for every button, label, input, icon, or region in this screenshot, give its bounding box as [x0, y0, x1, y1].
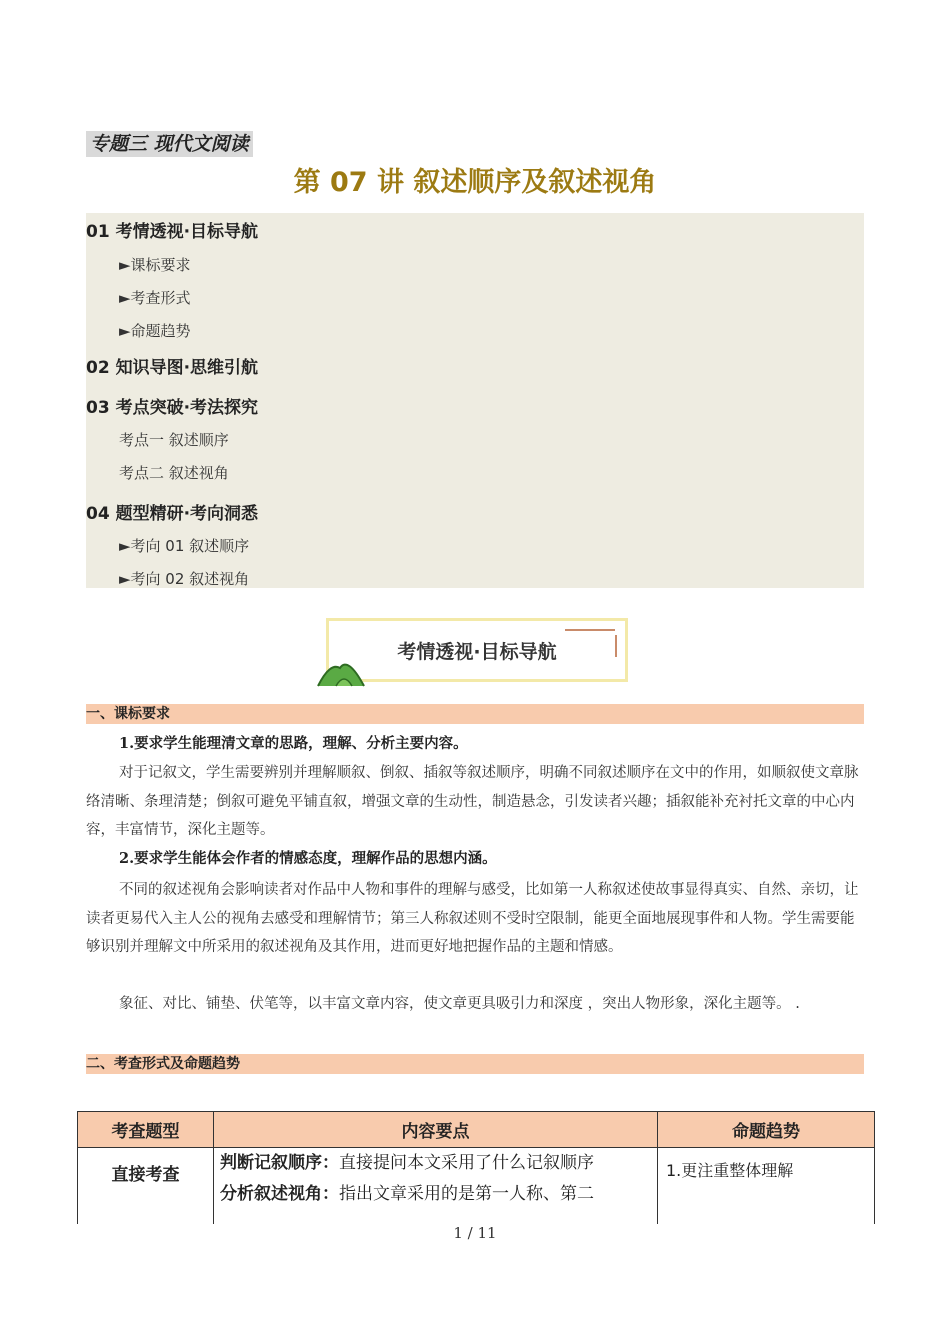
- content-line: [214, 1148, 657, 1179]
- content-line: [214, 1179, 657, 1210]
- paragraph: 不同的叙述视角会影响读者对作品中人物和事件的理解与感受，比如第一人称叙述使故事显得真实、自然、亲切，让读者更易代入主人公的视角去感受和理解情节；第三人称叙述则不受时空限制，能更全面地展现事件和人物。学生需要能够识别并理解文中所采用的叙述视角及其作用，进而更好地把握作品的主题和情感。: [86, 882, 859, 955]
- content-text: 直接提问本文采用了什么记叙顺序: [339, 1153, 594, 1173]
- page-number: 1 / 11: [453, 1224, 497, 1242]
- section-heading: 二、考查形式及命题趋势: [86, 1054, 864, 1074]
- table-header: 命题趋势: [658, 1112, 875, 1148]
- topic-label: 专题三 现代文阅读: [86, 131, 253, 157]
- toc-item[interactable]: 考点一 叙述顺序: [119, 431, 229, 449]
- table-header: 内容要点: [214, 1112, 658, 1148]
- toc-item[interactable]: ►考查形式: [119, 289, 191, 307]
- mountain-icon: [316, 654, 366, 688]
- toc-section-4[interactable]: 04 题型精研·考向洞悉: [86, 504, 259, 524]
- content-label: 判断记叙顺序：: [220, 1153, 339, 1173]
- toc-section-1[interactable]: 01 考情透视·目标导航: [86, 222, 259, 242]
- lecture-title: 第 07 讲 叙述顺序及叙述视角: [293, 167, 657, 198]
- toc-item[interactable]: 考点二 叙述视角: [119, 464, 229, 482]
- toc-item[interactable]: ►课标要求: [119, 256, 191, 274]
- content-text: 指出文章采用的是第一人称、第二: [339, 1184, 594, 1204]
- table-of-contents: [86, 213, 864, 588]
- paragraph: 象征、对比、铺垫、伏笔等，以丰富文章内容，使文章更具吸引力和深度 ，突出人物形象，深化主题等。 .: [119, 996, 800, 1012]
- table-cell: [214, 1148, 658, 1225]
- table-cell: 直接考查: [78, 1148, 214, 1225]
- section-heading: 一、课标要求: [86, 704, 864, 724]
- toc-item[interactable]: ►考向 02 叙述视角: [119, 570, 250, 588]
- toc-item[interactable]: ►考向 01 叙述顺序: [119, 537, 250, 555]
- table-row: [78, 1148, 875, 1225]
- toc-section-3[interactable]: 03 考点突破·考法探究: [86, 398, 259, 418]
- toc-section-2[interactable]: 02 知识导图·思维引航: [86, 358, 259, 378]
- banner-decoration: [565, 629, 615, 631]
- exam-table: [77, 1111, 875, 1224]
- section-banner: [326, 618, 628, 682]
- table-header: 考查题型: [78, 1112, 214, 1148]
- requirement-1: 1.要求学生能理清文章的思路，理解、分析主要内容。: [119, 735, 468, 752]
- content-label: 分析叙述视角：: [220, 1184, 339, 1204]
- banner-title: 考情透视·目标导航: [397, 641, 557, 663]
- table-cell: 1.更注重整体理解: [658, 1148, 875, 1225]
- requirement-2: 2.要求学生能体会作者的情感态度，理解作品的思想内涵。: [119, 850, 497, 867]
- paragraph: 对于记叙文，学生需要辨别并理解顺叙、倒叙、插叙等叙述顺序，明确不同叙述顺序在文中的作用，如顺叙使文章脉络清晰、条理清楚；倒叙可避免平铺直叙，增强文章的生动性，制造悬念，引发读者兴趣；插叙能补充衬托文章的中心内容，丰富情节，深化主题等。: [86, 765, 859, 838]
- toc-item[interactable]: ►命题趋势: [119, 322, 191, 340]
